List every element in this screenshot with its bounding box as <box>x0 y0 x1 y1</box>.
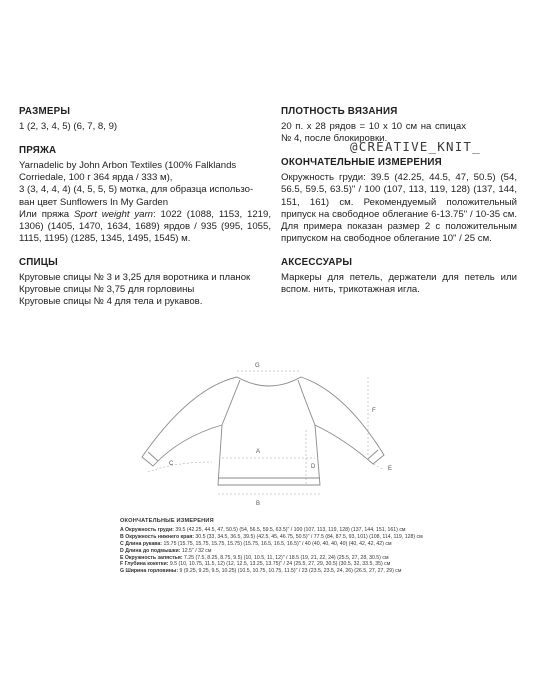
raglan-seam-right <box>298 380 315 425</box>
measurement-row <box>120 541 440 548</box>
measure-line-c <box>148 462 212 472</box>
needles-line: Круговые спицы № 3,75 для горловины <box>19 284 195 296</box>
label-f: F <box>372 408 376 414</box>
sizes-title: РАЗМЕРЫ <box>19 106 71 117</box>
measurement-value: 9 (9.25, 9.25, 9.5, 10.25) (10.5, 10.75, 10.75, 11.5)" / 23 (23.5, 23.5, 24, 26) (26.5, 27, 27, 29) см <box>178 568 402 575</box>
label-a: A <box>256 449 261 455</box>
yarn-line: Yarnadelic by John Arbon Textiles (100% Falklands <box>19 160 237 172</box>
raglan-seam-left <box>222 380 240 425</box>
measurement-key: B Окружность нижнего края: <box>120 533 194 540</box>
measurement-row <box>120 534 440 541</box>
needles-title: СПИЦЫ <box>19 256 58 268</box>
measurement-row <box>120 561 440 568</box>
sizes-text: 1 (2, 3, 4, 5) (6, 7, 8, 9) <box>19 121 118 133</box>
watermark: @CREATIVE_KNIT_ <box>350 139 481 154</box>
yarn-alt-italic: Sport weight yarn <box>73 208 154 220</box>
cuff-left <box>148 452 158 461</box>
measurement-key: G Ширина горловины: <box>120 568 179 575</box>
label-b: B <box>256 501 261 507</box>
accessories-title: АКСЕССУАРЫ <box>281 256 353 268</box>
measurement-row <box>120 548 440 555</box>
measurements-title: ОКОНЧАТЕЛЬНЫЕ ИЗМЕРЕНИЯ <box>120 518 214 524</box>
yarn-alt-rest: : 1022 (1088, 1153, 1219, 1306) (1405, 1470, 1634, 1689) ярдов / 935 (995, 1055, 1115, 1195) (1285, 1345, 1495, 1545) м. <box>19 208 271 244</box>
needles-line: Круговые спицы № 4 для тела и рукавов. <box>19 296 203 308</box>
final-text: Окружность груди: 39.5 (42.25, 44.5, 47, 50.5) (54, 56.5, 59.5, 63.5)" / 100 (107, 113, 119, 128) (137, 144, 151, 161) см. Рекомендуемый положительный припуск на свободное облегание 6-13.75" / 10-35 см. Для примера показан размер 2 с положительным припуском на свободное облегание 10" / 25 см. <box>281 172 517 244</box>
gauge-title: ПЛОТНОСТЬ ВЯЗАНИЯ <box>281 106 398 117</box>
measurement-value: 30.5 (33, 34.5, 36.5, 39.5) (42.5, 45, 46.75, 50.5)" / 77.5 (84, 87.5, 93, 101) (108, 114, 119, 128) см <box>193 533 423 540</box>
measurement-key: C Длина рукава: <box>120 540 163 547</box>
measurement-key: D Длина до подмышки: <box>120 547 181 554</box>
yarn-line: 3 (3, 4, 4, 4) (4, 5, 5, 5) мотка, для образца использо- <box>19 184 254 196</box>
measurement-row <box>120 568 440 575</box>
yarn-alt-prefix: Или пряжа <box>19 208 74 220</box>
final-title: ОКОНЧАТЕЛЬНЫЕ ИЗМЕРЕНИЯ <box>281 157 442 169</box>
cuff-right <box>368 450 378 459</box>
yarn-line: ван цвет Sunflowers In My Garden <box>19 196 169 208</box>
gauge-text: 20 п. x 28 рядов = 10 x 10 см на спицах № 4, после блокировки. <box>281 121 466 145</box>
accessories-text: Маркеры для петель, держатели для петель или вспом. нить, трикотажная игла. <box>281 272 517 296</box>
needles-line: Круговые спицы № 3 и 3,25 для воротника и планок <box>19 272 251 284</box>
label-g: G <box>255 363 260 369</box>
measurement-value: 39.5 (42.25, 44.5, 47, 50.5) (54, 56.5, 59.5, 63.5)" / 100 (107, 113, 119, 128) (137, 144, 151, 161) см <box>173 526 406 533</box>
measurement-value: 9.5 (10, 10.75, 11.5, 12) (12, 12.5, 13.25, 13.75)" / 24 (25.5, 27, 29, 30.5) (30.5, 32, 33.5, 35) см <box>168 561 391 568</box>
label-c: C <box>169 461 174 467</box>
measurement-key: F Глубина кокетки: <box>120 561 169 568</box>
measurement-row <box>120 527 440 534</box>
sweater-outline <box>142 377 384 485</box>
measurement-value: 12.5" / 32 см <box>180 547 212 554</box>
measurement-key: A Окружность груди: <box>120 526 174 533</box>
measurement-key: E Окружность запястья: <box>120 554 183 561</box>
label-e: E <box>388 466 393 472</box>
label-d: D <box>311 464 316 470</box>
yarn-title: ПРЯЖА <box>19 145 57 157</box>
yarn-line: Corriedale, 100 г 364 ярда / 333 м), <box>19 172 173 184</box>
measurements-block <box>120 518 440 575</box>
measurement-value: 15.75 (15.75, 15.75, 15.75, 15.75) (15.75, 16.5, 16.5, 16.5)" / 40 (40, 40, 40, 40) (40, 42, 42, 42) см <box>162 540 392 547</box>
measurement-value: 7.25 (7.5, 8.25, 8.75, 9.5) (10, 10.5, 11, 12)" / 18.5 (19, 21, 22, 24) (25.5, 27, 28, 30.5) см <box>182 554 389 561</box>
